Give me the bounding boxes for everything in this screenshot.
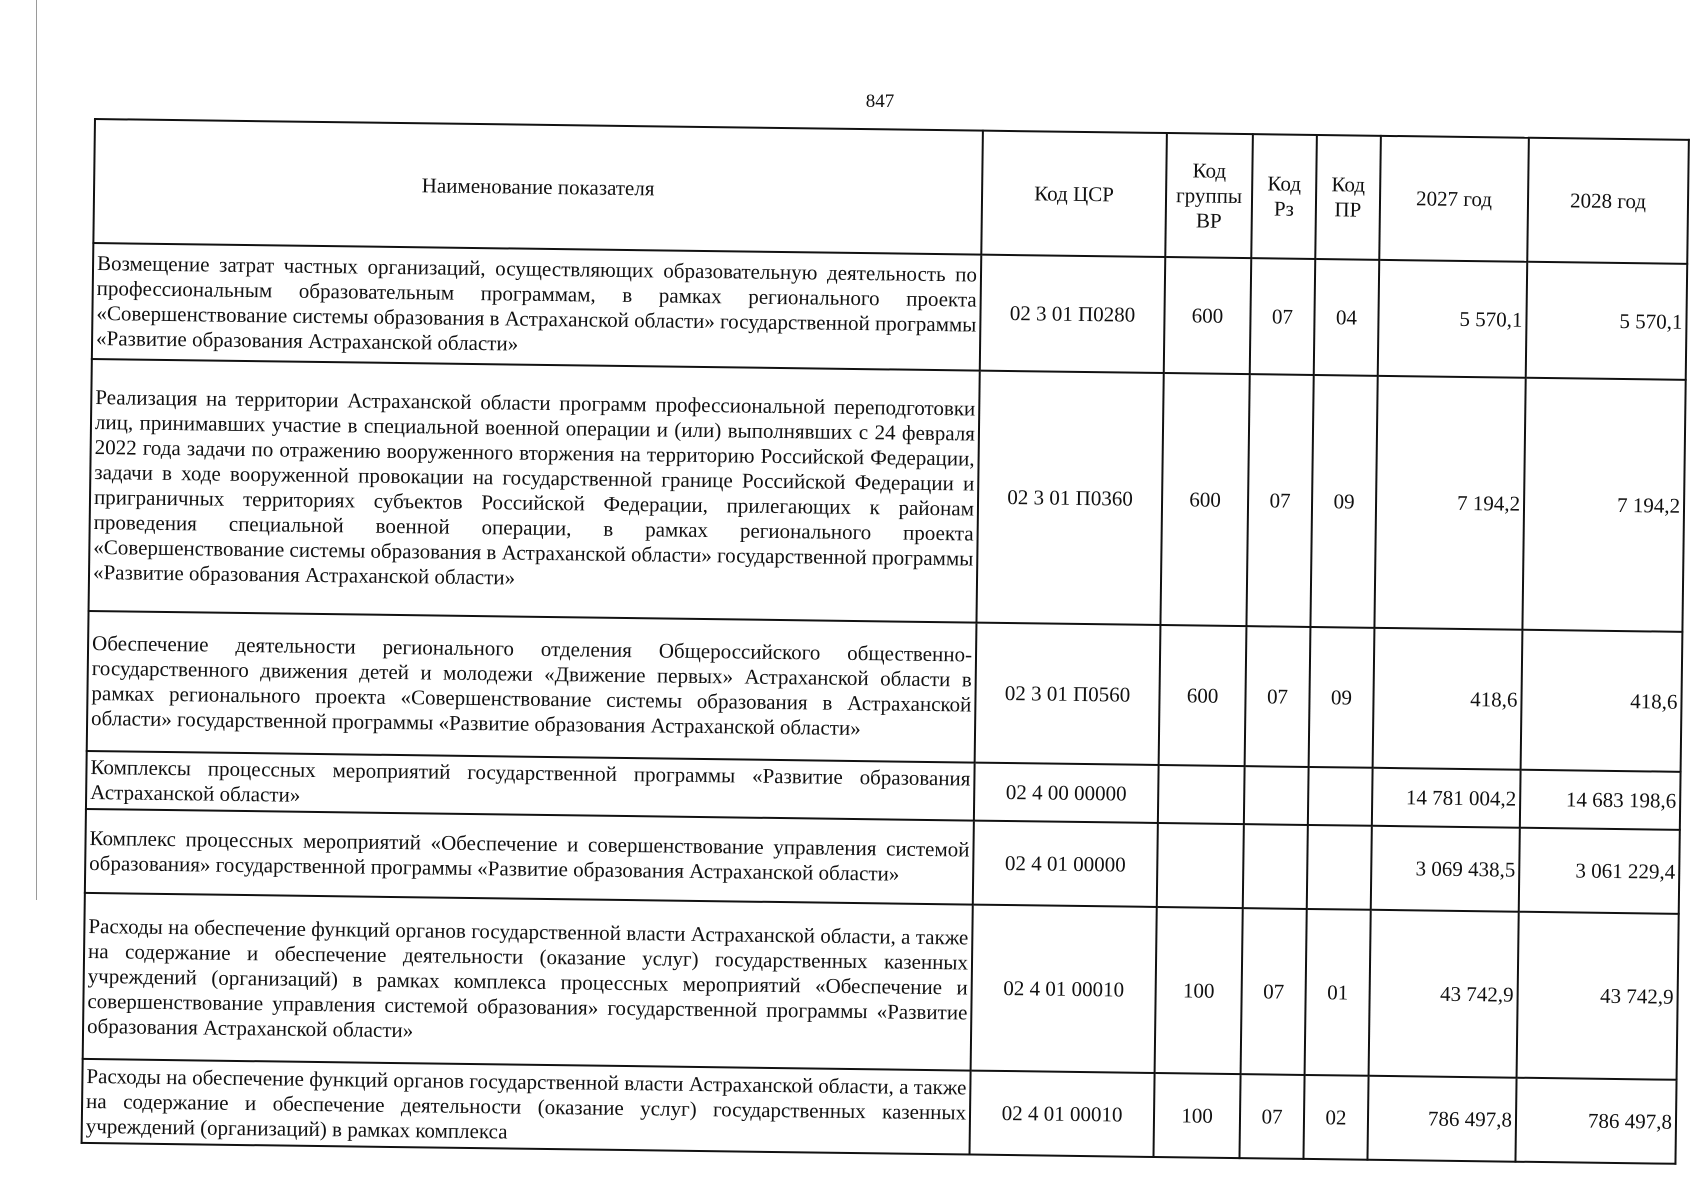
table-row xyxy=(87,611,1683,772)
row-csr: 02 4 00 00000 xyxy=(974,763,1159,823)
row-vr: 600 xyxy=(1160,373,1249,626)
row-pr: 01 xyxy=(1305,909,1371,1076)
row-csr: 02 4 01 00010 xyxy=(970,1071,1155,1157)
row-rz: 07 xyxy=(1246,374,1313,627)
row-csr: 02 4 01 00000 xyxy=(973,821,1158,907)
page-number: 847 xyxy=(865,91,895,112)
row-pr: 09 xyxy=(1310,375,1377,628)
row-rz: 07 xyxy=(1250,258,1316,375)
table-row xyxy=(92,243,1687,380)
row-pr xyxy=(1307,825,1372,910)
header-rz: Код Рз xyxy=(1251,134,1317,259)
row-name: Расходы на обеспечение функций органов государственной власти Астраханской области, а также на содержание и обеспечение деятельности (оказание услуг) государственных казенных учреждений (организаций) в рамках комплекса процессных мероприятий «Обеспечение и совершенствование управления системой образования» государственной программы «Развитие образования Астраханской области» xyxy=(83,893,973,1071)
row-name: Расходы на обеспечение функций органов государственной власти Астраханской области, а также на содержание и обеспечение деятельности (оказание услуг) государственных казенных учреждений (организаций) в рамках комплекса xyxy=(82,1059,971,1155)
row-name: Комплекс процессных мероприятий «Обеспечение и совершенствование управления системой образования» государственной программы «Развитие образования Астраханской области» xyxy=(85,809,974,905)
table-header-row xyxy=(93,119,1688,264)
budget-table-sheet xyxy=(81,118,1683,1164)
row-name: Комплексы процессных мероприятий государственной программы «Развитие образования Астраханской области» xyxy=(86,751,975,821)
row-2027: 3 069 438,5 xyxy=(1371,826,1520,912)
header-2027: 2027 год xyxy=(1379,136,1529,262)
row-vr: 100 xyxy=(1153,1073,1240,1158)
row-vr: 600 xyxy=(1164,257,1252,374)
row-vr xyxy=(1157,823,1244,908)
row-vr: 600 xyxy=(1159,625,1247,766)
row-csr: 02 3 01 П0560 xyxy=(975,623,1161,765)
header-csr: Код ЦСР xyxy=(981,131,1167,257)
row-rz xyxy=(1244,766,1309,825)
row-rz: 07 xyxy=(1241,908,1307,1075)
header-name: Наименование показателя xyxy=(93,119,983,255)
row-2028: 418,6 xyxy=(1521,630,1683,772)
row-csr: 02 3 01 П0360 xyxy=(976,371,1163,625)
row-2027: 418,6 xyxy=(1373,628,1523,770)
budget-table xyxy=(81,118,1690,1165)
row-pr xyxy=(1308,767,1373,826)
row-2028: 14 683 198,6 xyxy=(1520,770,1681,830)
row-2028: 3 061 229,4 xyxy=(1519,828,1680,914)
row-pr: 02 xyxy=(1303,1075,1368,1160)
row-2028: 5 570,1 xyxy=(1526,262,1688,380)
table-row xyxy=(89,359,1686,632)
row-vr xyxy=(1158,765,1245,824)
row-2028: 7 194,2 xyxy=(1522,378,1685,632)
row-rz: 07 xyxy=(1245,626,1311,767)
row-2027: 5 570,1 xyxy=(1378,260,1528,378)
row-2027: 14 781 004,2 xyxy=(1372,768,1521,828)
row-2027: 786 497,8 xyxy=(1367,1076,1516,1162)
row-2028: 786 497,8 xyxy=(1515,1078,1676,1164)
row-2028: 43 742,9 xyxy=(1517,912,1679,1080)
row-vr: 100 xyxy=(1155,907,1243,1074)
row-name: Возмещение затрат частных организаций, осуществляющих образовательную деятельность по профессиональным образовательным программам, в рамках регионального проекта «Совершенствование системы образования в Астраханской области» государственной программы «Развитие образования Астраханской области» xyxy=(92,243,981,371)
row-rz xyxy=(1243,824,1308,909)
row-2027: 7 194,2 xyxy=(1374,376,1525,630)
row-csr: 02 4 01 00010 xyxy=(971,905,1157,1073)
table-row xyxy=(83,893,1679,1080)
header-2028: 2028 год xyxy=(1527,138,1689,264)
row-name: Обеспечение деятельности регионального отделения Общероссийского общественно-государственного движения детей и молодежи «Движение первых» Астраханской области в рамках регионального проекта «Совершенствование системы образования в Астраханской области» государственной программы «Развитие образования Астраханской области» xyxy=(87,611,977,763)
row-pr: 09 xyxy=(1309,627,1375,768)
row-csr: 02 3 01 П0280 xyxy=(980,255,1166,373)
row-pr: 04 xyxy=(1314,259,1380,376)
row-rz: 07 xyxy=(1239,1074,1304,1159)
scan-margin-line xyxy=(36,0,37,900)
row-2027: 43 742,9 xyxy=(1369,910,1519,1078)
header-pr: Код ПР xyxy=(1315,135,1381,260)
header-vr: Код группы ВР xyxy=(1165,133,1253,258)
row-name: Реализация на территории Астраханской области программ профессиональной переподготовки лиц, принимавших участие в специальной военной операции и (или) выполнявших с 24 февраля 2022 года задачи по отражению вооруженного вторжения на территорию Российской Федерации, задачи в ходе вооруженной провокации на государственной границе Российской Федерации и приграничных территориях субъектов Российской Федерации, прилегающих к районам проведения специальной военной операции, в рамках регионального проекта «Совершенствование системы образования в Астраханской области» государственной программы «Развитие образования Астраханской области» xyxy=(89,359,980,623)
